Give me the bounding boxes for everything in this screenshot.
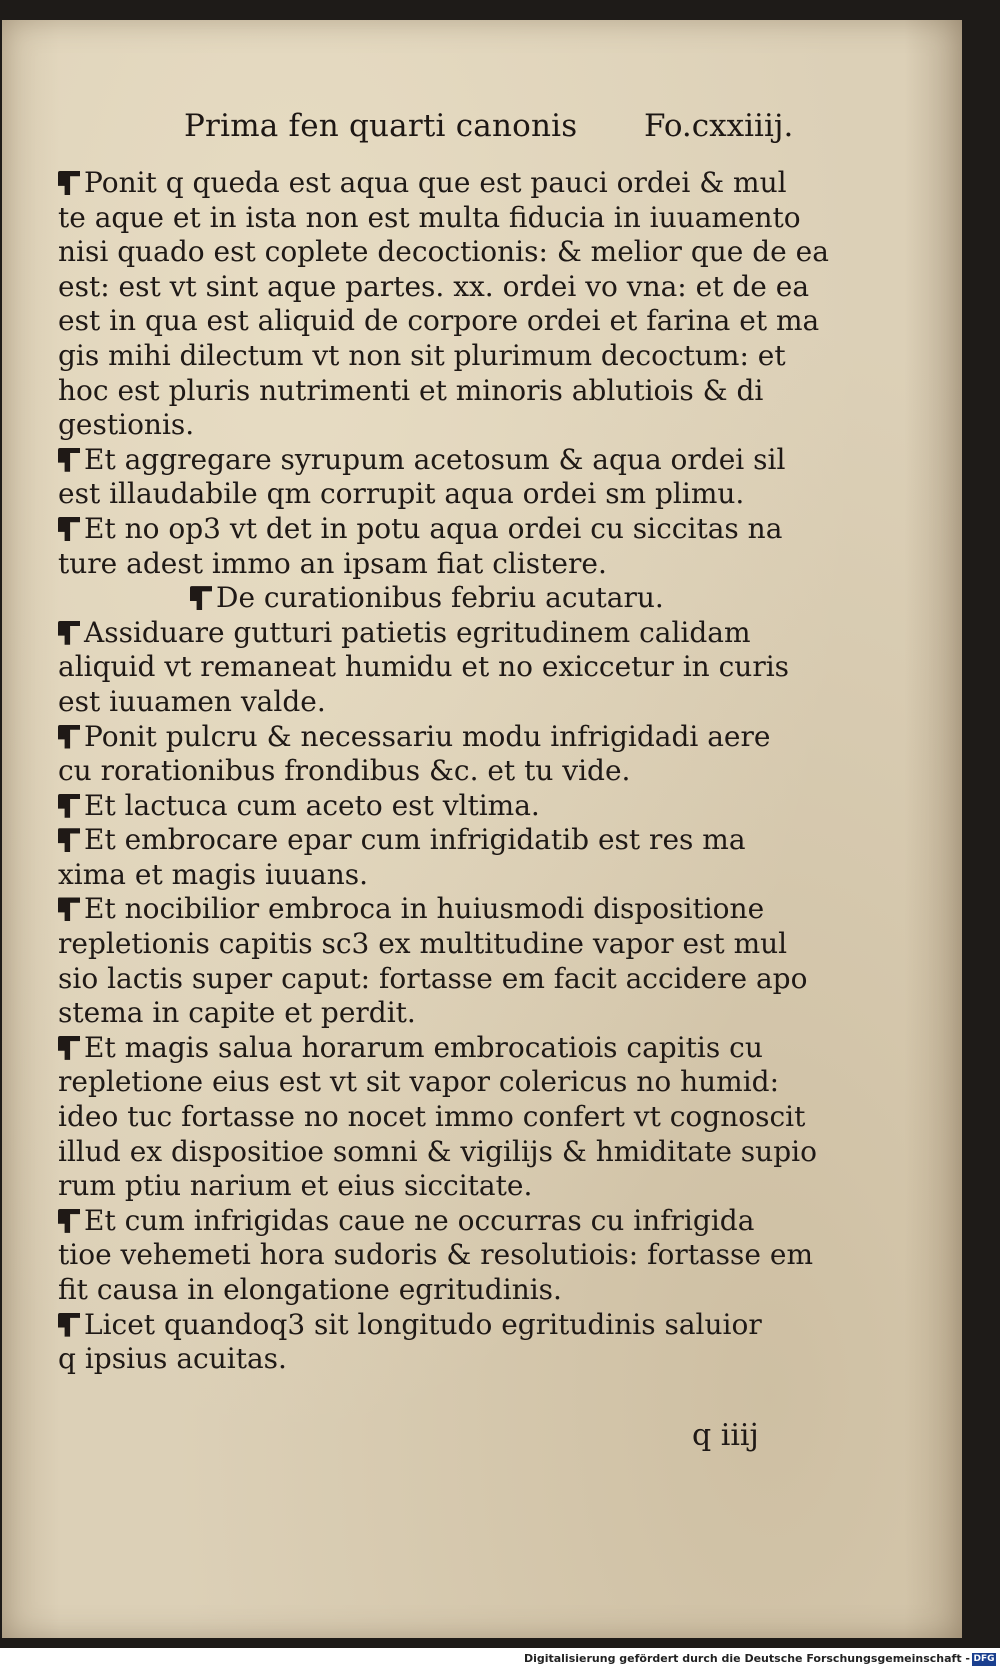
- text-line: Et lactuca cum aceto est vltima.: [58, 789, 858, 824]
- book-page: [2, 20, 962, 1638]
- text-line: Et aggregare syrupum acetosum & aqua ordei sil: [58, 443, 858, 478]
- footer-bar: [0, 1648, 1000, 1672]
- text-line: est in qua est aliquid de corpore ordei et farina et ma: [58, 304, 820, 338]
- text-line: ideo tuc fortasse no nocet immo confert vt cognoscit: [58, 1100, 806, 1134]
- text-line: Et nocibilior embroca in huiusmodi dispositione: [58, 892, 858, 927]
- text-line: Licet quandoq3 sit longitudo egritudinis saluior: [58, 1308, 858, 1343]
- text-line: aliquid vt remaneat humidu et no exiccetur in curis: [58, 650, 790, 684]
- text-line: fit causa in elongatione egritudinis.: [58, 1273, 562, 1306]
- text-line: tioe vehemeti hora sudoris & resolutiois: fortasse em: [58, 1238, 814, 1272]
- text-line: Et cum infrigidas caue ne occurras cu infrigida: [58, 1204, 858, 1239]
- paragraph-mark-icon: [58, 794, 80, 818]
- paragraph-mark-icon: [58, 171, 80, 195]
- paragraph-mark-icon: [58, 828, 80, 852]
- text-line: est: est vt sint aque partes. xx. ordei vo vna: et de ea: [58, 269, 810, 303]
- text-line: stema in capite et perdit.: [58, 996, 416, 1030]
- text-line: Et no op3 vt det in potu aqua ordei cu siccitas na: [58, 512, 858, 547]
- text-line: Ponit q queda est aqua que est pauci ordei & mul: [58, 166, 858, 201]
- text-line: est illaudabile qm corrupit aqua ordei sm plimu.: [58, 477, 745, 511]
- paragraph-mark-icon: [58, 1036, 80, 1060]
- text-line: illud ex dispositioe somni & vigilijs & hmiditate supio: [58, 1134, 817, 1168]
- funding-credit: Digitalisierung gefördert durch die Deutsche Forschungsgemeinschaft -: [523, 1652, 970, 1665]
- text-line: Et magis salua horarum embrocatiois capitis cu: [58, 1031, 858, 1066]
- text-line: nisi quado est coplete decoctionis: & melior que de ea: [58, 235, 829, 269]
- paragraph-mark-icon: [58, 1313, 80, 1337]
- text-line: hoc est pluris nutrimenti et minoris ablutiois & di: [58, 373, 764, 407]
- page-header: [2, 108, 962, 152]
- text-block: [58, 166, 858, 1377]
- paragraph-mark-icon: [58, 897, 80, 921]
- text-line: q ipsius acuitas.: [58, 1342, 287, 1376]
- running-title: Prima fen quarti canonis: [184, 108, 578, 144]
- text-line: cu rorationibus frondibus &c. et tu vide.: [58, 754, 631, 788]
- text-line: sio lactis super caput: fortasse em facit accidere apo: [58, 961, 808, 995]
- text-line: ture adest immo an ipsam fiat clistere.: [58, 546, 607, 580]
- signature-mark: q iiij: [692, 1418, 759, 1453]
- text-line: est iuuamen valde.: [58, 684, 326, 718]
- paragraph-mark-icon: [58, 517, 80, 541]
- paragraph-mark-icon: [58, 725, 80, 749]
- text-line: repletione eius est vt sit vapor colericus no humid:: [58, 1065, 780, 1099]
- text-line: gestionis.: [58, 408, 195, 442]
- paragraph-mark-icon: [58, 1209, 80, 1233]
- text-line: Ponit pulcru & necessariu modu infrigidadi aere: [58, 720, 858, 755]
- text-line: repletionis capitis sc3 ex multitudine vapor est mul: [58, 927, 788, 961]
- text-line: rum ptiu narium et eius siccitate.: [58, 1169, 533, 1203]
- text-line: Assiduare gutturi patietis egritudinem calidam: [58, 616, 858, 651]
- folio-number: Fo.cxxiiij.: [644, 108, 794, 144]
- text-line: Et embrocare epar cum infrigidatib est res ma: [58, 823, 858, 858]
- text-line: xima et magis iuuans.: [58, 857, 369, 891]
- paragraph-mark-icon: [58, 621, 80, 645]
- paragraph-mark-icon: [58, 448, 80, 472]
- paragraph-mark-icon: [190, 586, 212, 610]
- dfg-logo: DFG: [973, 1654, 995, 1664]
- text-line: gis mihi dilectum vt non sit plurimum decoctum: et: [58, 338, 786, 372]
- section-heading: De curationibus febriu acutaru.: [58, 581, 858, 616]
- text-line: te aque et in ista non est multa fiducia in iuuamento: [58, 200, 801, 234]
